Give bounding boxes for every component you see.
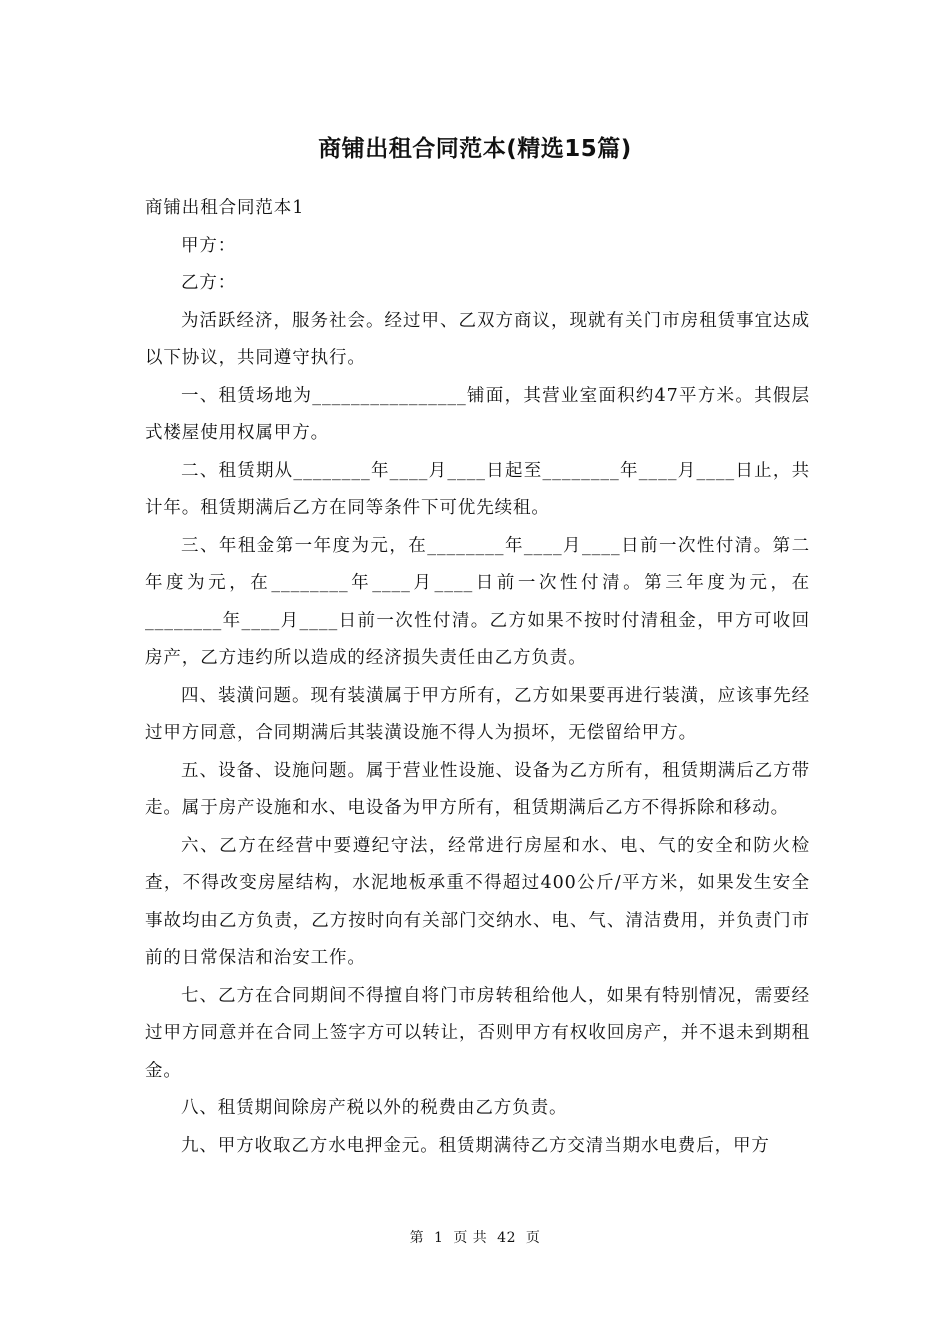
clause-3-paragraph: 三、年租金第一年度为元，在________年____月____日前一次性付清。第二年度为元，在________年____月____日前一次性付清。第三年度为元，在________年____月____日前一次性付清。乙方如果不按时付清租金，甲方可收回房产，乙方违约所以造成的经济损失责任由乙方负责。 (145, 535, 810, 668)
party-a-line: 甲方： (181, 235, 237, 256)
clause-1-paragraph: 一、租赁场地为________________铺面，其营业室面积约47平方米。其假层式楼屋使用权属甲方。 (145, 385, 810, 443)
party-b-line: 乙方： (181, 273, 237, 293)
document-body (145, 190, 810, 1165)
clause-6-paragraph: 六、乙方在经营中要遵纪守法，经常进行房屋和水、电、气的安全和防火检查，不得改变房屋结构，水泥地板承重不得超过400公斤/平方米，如果发生安全事故均由乙方负责，乙方按时向有关部门交纳水、电、气、清洁费用，并负责门市前的日常保洁和治安工作。 (145, 835, 810, 968)
clause-5-paragraph: 五、设备、设施问题。属于营业性设施、设备为乙方所有，租赁期满后乙方带走。属于房产设施和水、电设备为甲方所有，租赁期满后乙方不得拆除和移动。 (145, 760, 810, 818)
clause-4-paragraph: 四、装潢问题。现有装潢属于甲方所有，乙方如果要再进行装潢，应该事先经过甲方同意，合同期满后其装潢设施不得人为损坏，无偿留给甲方。 (145, 685, 810, 743)
preamble-paragraph: 为活跃经济，服务社会。经过甲、乙双方商议，现就有关门市房租赁事宜达成以下协议，共同遵守执行。 (145, 310, 810, 368)
document-title: 商铺出租合同范本(精选15篇) (318, 136, 632, 162)
clause-2-paragraph: 二、租赁期从________年____月____日起至________年____月____日止，共计年。租赁期满后乙方在同等条件下可优先续租。 (145, 460, 810, 518)
page-footer: 第 1 页 共 42 页 (409, 1230, 541, 1246)
clause-8-paragraph: 八、租赁期间除房产税以外的税费由乙方负责。 (181, 1098, 568, 1118)
section-heading: 商铺出租合同范本1 (145, 198, 305, 218)
clause-9-paragraph: 九、甲方收取乙方水电押金元。租赁期满待乙方交清当期水电费后，甲方 (181, 1135, 770, 1156)
clause-7-paragraph: 七、乙方在合同期间不得擅自将门市房转租给他人，如果有特别情况，需要经过甲方同意并在合同上签字方可以转让，否则甲方有权收回房产，并不退未到期租金。 (145, 985, 810, 1081)
